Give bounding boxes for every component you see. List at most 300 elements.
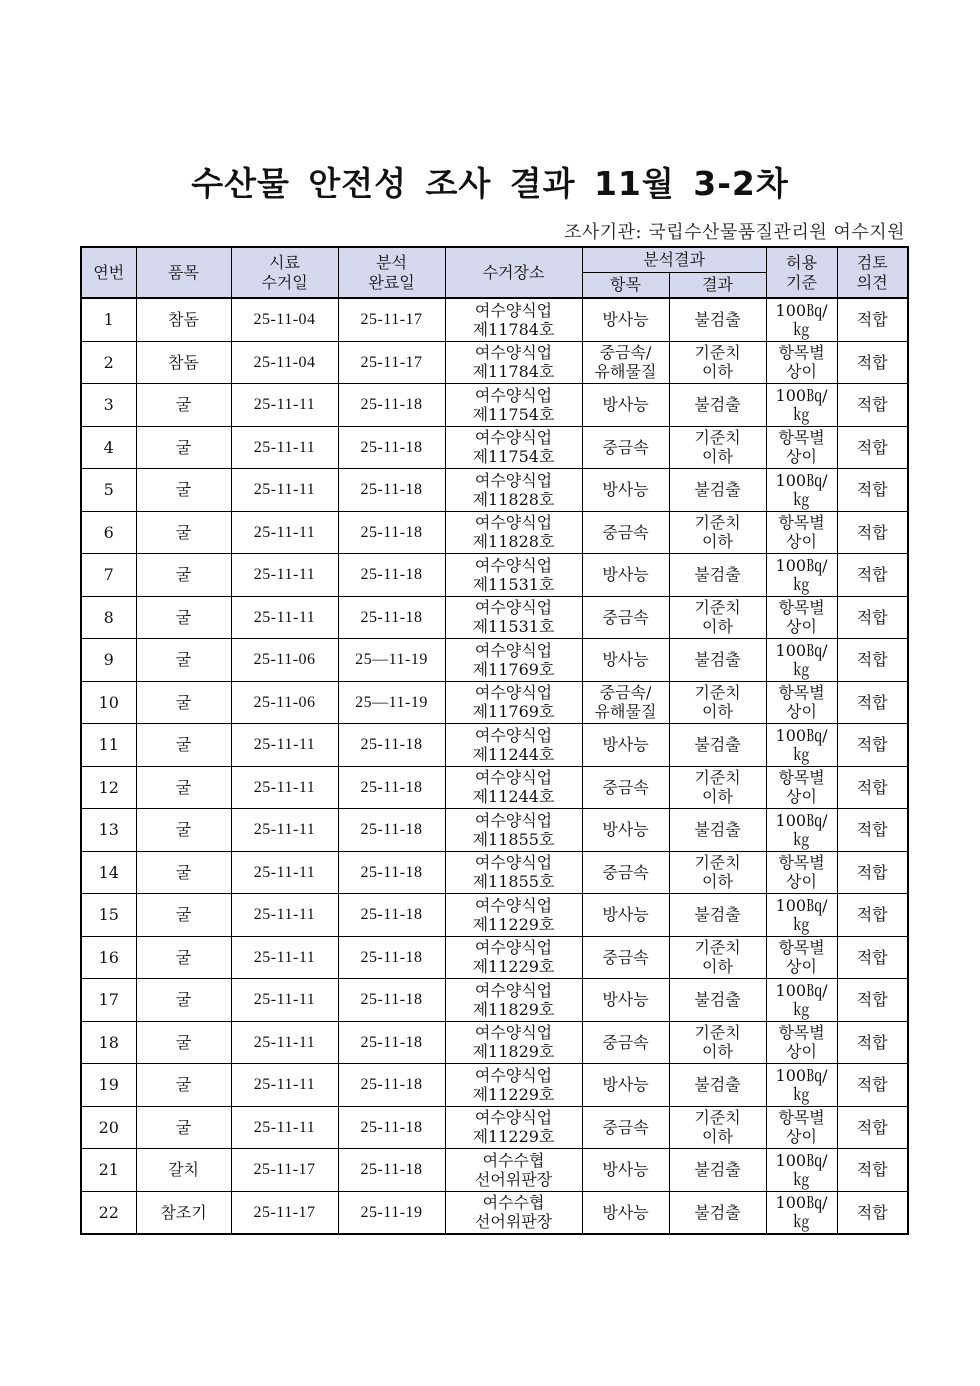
cell-analysis-item [582,469,669,512]
cell-location [445,894,582,937]
cell-no: 7 [81,554,136,597]
cell-review: 적합 [837,1021,908,1064]
cell-item: 굴 [136,1021,231,1064]
cell-text: 기준치 [694,1023,741,1043]
table-row [81,979,908,1022]
cell-no: 10 [81,681,136,724]
cell-text: 항목별 [778,513,825,533]
cell-text: 이하 [702,1042,733,1062]
header-review: 검토 의견 [837,247,908,298]
cell-text: 상이 [786,872,817,892]
cell-no: 22 [81,1191,136,1234]
cell-analysis-item [582,298,669,341]
cell-analysis-outcome [669,1021,766,1064]
cell-sample-date: 25-11-06 [231,639,338,682]
cell-text: 불검출 [694,395,741,415]
cell-item: 굴 [136,554,231,597]
cell-text: 제11784호 [472,319,555,339]
cell-text: 여수양식업 [474,343,553,363]
cell-text: 불검출 [694,990,741,1010]
cell-analysis-date: 25—11-19 [338,639,445,682]
cell-text: 여수양식업 [474,513,553,533]
cell-analysis-outcome [669,1106,766,1149]
cell-sample-date: 25-11-17 [231,1149,338,1192]
cell-text: 불검출 [694,735,741,755]
cell-review: 적합 [837,766,908,809]
cell-analysis-date: 25-11-18 [338,1064,445,1107]
cell-text: 유해물질 [594,702,657,722]
cell-text: 상이 [786,787,817,807]
header-location: 수거장소 [445,247,582,298]
header-analysis-item: 항목 [582,273,669,299]
cell-text: 여수양식업 [474,640,553,660]
cell-limit [766,1191,837,1234]
cell-no: 15 [81,894,136,937]
table-header [81,247,908,298]
cell-analysis-date: 25-11-17 [338,341,445,384]
cell-text: 방사능 [602,905,649,925]
cell-location [445,298,582,341]
cell-no: 19 [81,1064,136,1107]
cell-location [445,766,582,809]
cell-no: 13 [81,809,136,852]
cell-text: 기준치 [694,513,741,533]
cell-limit [766,809,837,852]
cell-analysis-outcome [669,766,766,809]
cell-text: 여수양식업 [474,385,553,405]
cell-text: 이하 [702,787,733,807]
cell-no: 11 [81,724,136,767]
table-row [81,469,908,512]
cell-location [445,511,582,554]
cell-text: 100㏃/ [775,1065,828,1085]
cell-limit [766,341,837,384]
cell-analysis-outcome [669,426,766,469]
cell-analysis-outcome [669,469,766,512]
cell-analysis-item [582,724,669,767]
cell-analysis-outcome [669,936,766,979]
cell-sample-date: 25-11-17 [231,1191,338,1234]
table-row [81,298,908,341]
cell-sample-date: 25-11-11 [231,511,338,554]
cell-text: 유해물질 [594,362,657,382]
cell-item: 굴 [136,469,231,512]
cell-analysis-outcome [669,1191,766,1234]
cell-text: 기준치 [694,768,741,788]
cell-text: 여수양식업 [474,683,553,703]
cell-location [445,851,582,894]
cell-text: 여수양식업 [474,428,553,448]
cell-item: 굴 [136,851,231,894]
cell-text: ㎏ [793,1169,810,1189]
cell-analysis-item [582,1149,669,1192]
cell-text: ㎏ [793,404,810,424]
cell-limit [766,1064,837,1107]
cell-limit [766,766,837,809]
cell-text: 여수양식업 [474,895,553,915]
cell-text: 제11754호 [472,447,555,467]
cell-review: 적합 [837,554,908,597]
cell-analysis-item [582,1064,669,1107]
cell-location [445,1191,582,1234]
cell-text: 여수양식업 [474,853,553,873]
results-table [80,246,909,1235]
cell-no: 3 [81,384,136,427]
cell-text: 기준치 [694,428,741,448]
cell-analysis-item [582,596,669,639]
cell-analysis-date: 25-11-18 [338,809,445,852]
cell-limit [766,426,837,469]
cell-item: 참돔 [136,341,231,384]
cell-text: 제11531호 [472,574,555,594]
cell-review: 적합 [837,724,908,767]
cell-review: 적합 [837,1106,908,1149]
cell-review: 적합 [837,469,908,512]
cell-text: 기준치 [694,598,741,618]
header-item: 품목 [136,247,231,298]
cell-item: 굴 [136,1064,231,1107]
table-row [81,1021,908,1064]
cell-sample-date: 25-11-04 [231,298,338,341]
cell-text: 이하 [702,872,733,892]
cell-review: 적합 [837,681,908,724]
cell-review: 적합 [837,426,908,469]
cell-analysis-item [582,1021,669,1064]
cell-analysis-date: 25-11-18 [338,1021,445,1064]
cell-text: 이하 [702,1127,733,1147]
cell-text: 제11229호 [472,1127,555,1147]
cell-review: 적합 [837,979,908,1022]
cell-text: 여수양식업 [474,555,553,575]
cell-location [445,596,582,639]
cell-no: 1 [81,298,136,341]
cell-text: 불검출 [694,650,741,670]
cell-location [445,681,582,724]
cell-text: 기준치 [694,343,741,363]
cell-text: 불검출 [694,820,741,840]
cell-location [445,426,582,469]
cell-text: 기준치 [694,938,741,958]
cell-text: 여수양식업 [474,725,553,745]
cell-text: 여수양식업 [474,938,553,958]
cell-location [445,341,582,384]
cell-text: 여수양식업 [474,1023,553,1043]
cell-location [445,639,582,682]
cell-no: 18 [81,1021,136,1064]
cell-review: 적합 [837,851,908,894]
cell-text: 불검출 [694,480,741,500]
header-sample-date: 시료 수거일 [231,247,338,298]
cell-limit [766,1106,837,1149]
cell-review: 적합 [837,809,908,852]
cell-text: 제11828호 [472,489,555,509]
cell-sample-date: 25-11-11 [231,979,338,1022]
cell-text: ㎏ [793,999,810,1019]
cell-no: 14 [81,851,136,894]
cell-text: 방사능 [602,1160,649,1180]
cell-limit [766,554,837,597]
cell-item: 참돔 [136,298,231,341]
cell-text: 선어위판장 [474,1169,553,1189]
cell-analysis-date: 25-11-18 [338,469,445,512]
cell-text: 제11784호 [472,362,555,382]
cell-text: 중금속 [602,777,649,797]
cell-review: 적합 [837,894,908,937]
table-row [81,724,908,767]
cell-text: 이하 [702,362,733,382]
cell-no: 17 [81,979,136,1022]
cell-analysis-outcome [669,809,766,852]
cell-text: 중금속/ [599,683,652,703]
cell-text: 100㏃/ [775,1193,828,1213]
cell-text: 중금속 [602,607,649,627]
cell-text: 여수양식업 [474,1108,553,1128]
cell-item: 갈치 [136,1149,231,1192]
cell-text: 방사능 [602,480,649,500]
cell-item: 굴 [136,1106,231,1149]
cell-review: 적합 [837,341,908,384]
cell-limit [766,1149,837,1192]
cell-review: 적합 [837,1191,908,1234]
cell-text: 이하 [702,447,733,467]
table-row [81,681,908,724]
cell-text: 선어위판장 [474,1212,553,1232]
cell-analysis-item [582,341,669,384]
cell-item: 굴 [136,979,231,1022]
cell-item: 굴 [136,426,231,469]
cell-analysis-outcome [669,639,766,682]
cell-analysis-outcome [669,724,766,767]
cell-text: ㎏ [793,574,810,594]
cell-text: 상이 [786,1042,817,1062]
cell-analysis-item [582,766,669,809]
cell-text: 방사능 [602,1075,649,1095]
cell-limit [766,469,837,512]
cell-review: 적합 [837,1064,908,1107]
cell-text: 항목별 [778,768,825,788]
cell-text: 불검출 [694,1202,741,1222]
cell-location [445,809,582,852]
cell-review: 적합 [837,511,908,554]
cell-text: 방사능 [602,1202,649,1222]
table-row [81,341,908,384]
cell-text: 여수양식업 [474,300,553,320]
cell-text: 방사능 [602,565,649,585]
header-analysis-result: 분석결과 [582,247,766,273]
cell-analysis-outcome [669,894,766,937]
cell-review: 적합 [837,639,908,682]
cell-analysis-outcome [669,979,766,1022]
table-row [81,809,908,852]
cell-text: 여수양식업 [474,598,553,618]
cell-limit [766,1021,837,1064]
header-analysis-outcome: 결과 [669,273,766,299]
cell-analysis-date: 25-11-18 [338,766,445,809]
cell-text: 이하 [702,957,733,977]
cell-analysis-outcome [669,511,766,554]
cell-no: 9 [81,639,136,682]
table-row [81,554,908,597]
cell-analysis-date: 25-11-18 [338,384,445,427]
table-row [81,766,908,809]
cell-sample-date: 25-11-11 [231,851,338,894]
cell-location [445,979,582,1022]
cell-text: 상이 [786,532,817,552]
survey-agency: 조사기관: 국립수산물품질관리원 여수지원 [564,222,905,243]
cell-item: 굴 [136,894,231,937]
cell-text: 상이 [786,702,817,722]
cell-text: 상이 [786,447,817,467]
cell-no: 21 [81,1149,136,1192]
cell-location [445,1149,582,1192]
cell-review: 적합 [837,1149,908,1192]
cell-analysis-date: 25-11-18 [338,979,445,1022]
cell-limit [766,936,837,979]
cell-text: 중금속 [602,862,649,882]
cell-limit [766,298,837,341]
table-row [81,1064,908,1107]
cell-text: 중금속 [602,1032,649,1052]
cell-analysis-date: 25-11-17 [338,298,445,341]
cell-no: 12 [81,766,136,809]
cell-text: ㎏ [793,1212,810,1232]
cell-text: 항목별 [778,683,825,703]
cell-text: ㎏ [793,659,810,679]
header-analysis-date: 분석 완료일 [338,247,445,298]
cell-text: 100㏃/ [775,1150,828,1170]
cell-text: 제11828호 [472,532,555,552]
cell-sample-date: 25-11-11 [231,1106,338,1149]
cell-analysis-item [582,809,669,852]
cell-analysis-outcome [669,554,766,597]
table-row [81,596,908,639]
table-row [81,426,908,469]
cell-text: 기준치 [694,853,741,873]
cell-analysis-item [582,1106,669,1149]
cell-analysis-date: 25-11-18 [338,936,445,979]
cell-text: 제11769호 [472,659,555,679]
cell-analysis-item [582,554,669,597]
cell-analysis-outcome [669,384,766,427]
cell-text: 여수양식업 [474,1065,553,1085]
cell-no: 5 [81,469,136,512]
cell-analysis-outcome [669,851,766,894]
table-row [81,851,908,894]
cell-review: 적합 [837,596,908,639]
table-body [81,298,908,1234]
cell-location [445,724,582,767]
cell-text: 중금속 [602,522,649,542]
cell-analysis-date: 25-11-18 [338,511,445,554]
table-row [81,936,908,979]
cell-text: 제11829호 [472,999,555,1019]
cell-no: 4 [81,426,136,469]
cell-sample-date: 25-11-11 [231,766,338,809]
cell-sample-date: 25-11-11 [231,596,338,639]
cell-sample-date: 25-11-11 [231,426,338,469]
cell-analysis-outcome [669,596,766,639]
cell-text: 제11531호 [472,617,555,637]
cell-text: 제11229호 [472,914,555,934]
cell-text: 100㏃/ [775,470,828,490]
cell-limit [766,384,837,427]
cell-text: ㎏ [793,744,810,764]
cell-limit [766,639,837,682]
cell-location [445,1106,582,1149]
cell-analysis-date: 25—11-19 [338,681,445,724]
table-row [81,384,908,427]
cell-text: 중금속 [602,437,649,457]
cell-analysis-date: 25-11-18 [338,596,445,639]
cell-analysis-date: 25-11-19 [338,1191,445,1234]
cell-no: 6 [81,511,136,554]
cell-review: 적합 [837,298,908,341]
cell-limit [766,894,837,937]
cell-item: 굴 [136,384,231,427]
cell-analysis-item [582,979,669,1022]
cell-location [445,936,582,979]
page-title: 수산물 안전성 조사 결과 11월 3-2차 [191,164,789,203]
cell-analysis-outcome [669,341,766,384]
cell-analysis-item [582,936,669,979]
cell-text: 방사능 [602,820,649,840]
cell-text: 여수양식업 [474,470,553,490]
cell-item: 굴 [136,681,231,724]
cell-limit [766,511,837,554]
cell-text: 100㏃/ [775,810,828,830]
cell-limit [766,851,837,894]
cell-no: 8 [81,596,136,639]
cell-text: 제11229호 [472,1084,555,1104]
cell-analysis-outcome [669,298,766,341]
cell-limit [766,596,837,639]
cell-text: 여수양식업 [474,810,553,830]
cell-analysis-item [582,639,669,682]
cell-text: 제11244호 [472,787,555,807]
cell-text: 제11754호 [472,404,555,424]
cell-text: 100㏃/ [775,555,828,575]
cell-text: 제11769호 [472,702,555,722]
cell-text: 제11829호 [472,1042,555,1062]
table-row [81,894,908,937]
cell-text: 중금속 [602,1117,649,1137]
cell-analysis-outcome [669,1149,766,1192]
cell-analysis-date: 25-11-18 [338,426,445,469]
cell-analysis-date: 25-11-18 [338,554,445,597]
cell-text: 100㏃/ [775,895,828,915]
cell-analysis-date: 25-11-18 [338,1149,445,1192]
header-no: 연번 [81,247,136,298]
cell-text: 100㏃/ [775,300,828,320]
cell-analysis-date: 25-11-18 [338,1106,445,1149]
cell-text: 중금속/ [599,343,652,363]
cell-text: 방사능 [602,650,649,670]
cell-text: 이하 [702,532,733,552]
cell-analysis-item [582,426,669,469]
cell-text: 여수양식업 [474,980,553,1000]
cell-item: 참조기 [136,1191,231,1234]
cell-sample-date: 25-11-11 [231,554,338,597]
cell-analysis-date: 25-11-18 [338,894,445,937]
cell-text: 기준치 [694,1108,741,1128]
table-row [81,511,908,554]
cell-analysis-item [582,1191,669,1234]
cell-text: 불검출 [694,310,741,330]
cell-text: 100㏃/ [775,725,828,745]
cell-text: ㎏ [793,1084,810,1104]
cell-text: 방사능 [602,310,649,330]
cell-text: 항목별 [778,1023,825,1043]
